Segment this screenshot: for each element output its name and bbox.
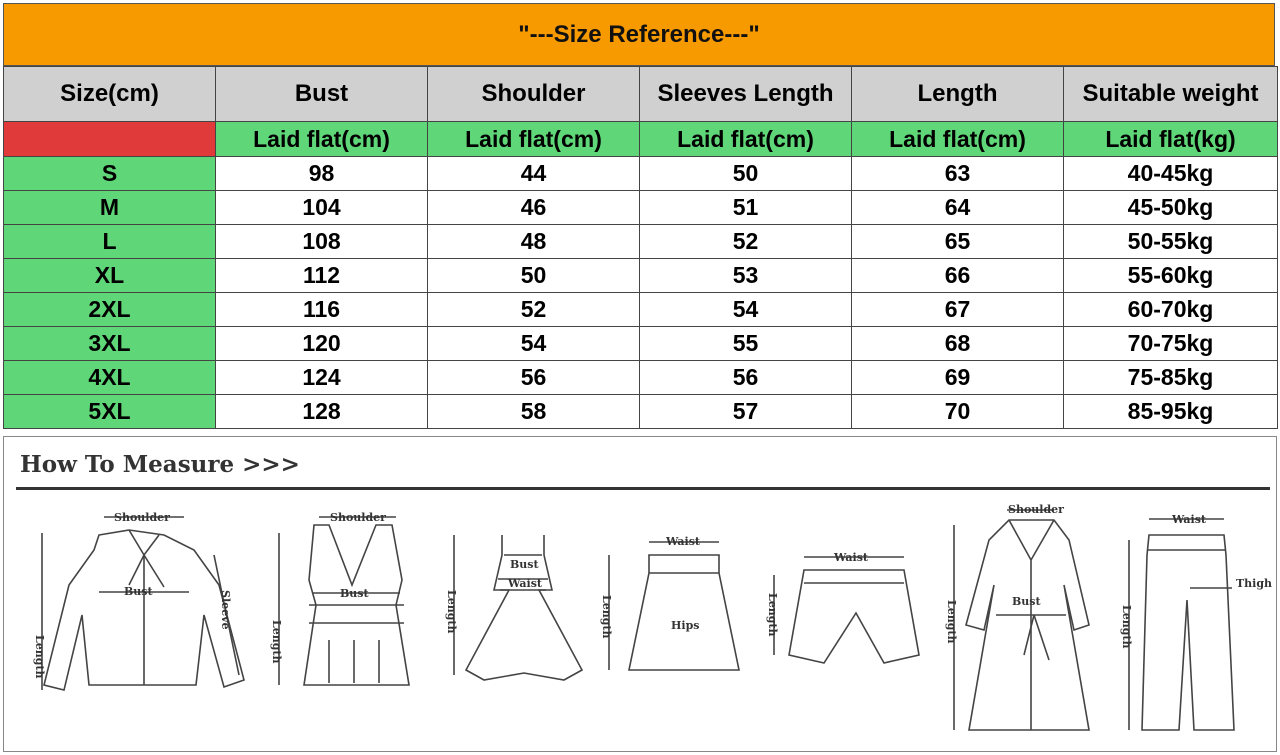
label-length: Length bbox=[445, 590, 458, 634]
table-cell: 50 bbox=[428, 259, 640, 293]
table-cell: 51 bbox=[640, 191, 852, 225]
table-cell: 46 bbox=[428, 191, 640, 225]
size-cell: 5XL bbox=[4, 395, 216, 429]
pants-diagram bbox=[1129, 519, 1234, 730]
label-waist: Waist bbox=[1172, 513, 1206, 526]
table-cell: 52 bbox=[640, 225, 852, 259]
header-row bbox=[4, 67, 1278, 122]
table-cell: 63 bbox=[852, 157, 1064, 191]
table-row bbox=[4, 293, 1278, 327]
header-cell: Suitable weight bbox=[1064, 67, 1278, 122]
label-bust: Bust bbox=[510, 558, 539, 571]
header-cell: Shoulder bbox=[428, 67, 640, 122]
label-shoulder: Shoulder bbox=[114, 511, 170, 524]
table-cell: 56 bbox=[640, 361, 852, 395]
divider bbox=[16, 487, 1270, 490]
label-waist: Waist bbox=[508, 577, 542, 590]
table-cell: 68 bbox=[852, 327, 1064, 361]
size-table bbox=[3, 66, 1278, 429]
subheader-cell: Laid flat(cm) bbox=[640, 122, 852, 157]
label-length: Length bbox=[1120, 605, 1133, 649]
table-cell: 54 bbox=[428, 327, 640, 361]
table-cell: 116 bbox=[216, 293, 428, 327]
table-row bbox=[4, 327, 1278, 361]
table-row bbox=[4, 157, 1278, 191]
table-cell: 40-45kg bbox=[1064, 157, 1278, 191]
coat-diagram bbox=[954, 510, 1089, 730]
table-cell: 57 bbox=[640, 395, 852, 429]
label-length: Length bbox=[33, 635, 46, 679]
subheader-cell: Laid flat(kg) bbox=[1064, 122, 1278, 157]
shirt-diagram bbox=[42, 517, 244, 690]
label-sleeve: Sleeve bbox=[219, 590, 232, 630]
label-bust: Bust bbox=[124, 585, 153, 598]
table-cell: 53 bbox=[640, 259, 852, 293]
table-row bbox=[4, 225, 1278, 259]
label-thigh: Thigh bbox=[1236, 577, 1273, 590]
table-cell: 44 bbox=[428, 157, 640, 191]
label-waist: Waist bbox=[834, 551, 868, 564]
table-cell: 124 bbox=[216, 361, 428, 395]
table-cell: 55 bbox=[640, 327, 852, 361]
size-cell: M bbox=[4, 191, 216, 225]
size-cell: XL bbox=[4, 259, 216, 293]
table-cell: 45-50kg bbox=[1064, 191, 1278, 225]
size-cell: L bbox=[4, 225, 216, 259]
subheader-row bbox=[4, 122, 1278, 157]
dress-diagram bbox=[454, 535, 582, 680]
table-cell: 64 bbox=[852, 191, 1064, 225]
label-bust: Bust bbox=[1012, 595, 1041, 608]
table-row bbox=[4, 361, 1278, 395]
subheader-cell: Laid flat(cm) bbox=[852, 122, 1064, 157]
shorts-diagram bbox=[774, 557, 919, 663]
table-cell: 52 bbox=[428, 293, 640, 327]
table-row bbox=[4, 259, 1278, 293]
size-cell: 2XL bbox=[4, 293, 216, 327]
table-cell: 108 bbox=[216, 225, 428, 259]
label-shoulder: Shoulder bbox=[330, 511, 386, 524]
tank-top-diagram bbox=[279, 517, 409, 685]
table-cell: 75-85kg bbox=[1064, 361, 1278, 395]
table-row bbox=[4, 191, 1278, 225]
size-cell: 3XL bbox=[4, 327, 216, 361]
label-bust: Bust bbox=[340, 587, 369, 600]
table-cell: 50-55kg bbox=[1064, 225, 1278, 259]
table-row bbox=[4, 395, 1278, 429]
table-cell: 70 bbox=[852, 395, 1064, 429]
table-cell: 67 bbox=[852, 293, 1064, 327]
subheader-cell bbox=[4, 122, 216, 157]
table-cell: 48 bbox=[428, 225, 640, 259]
garment-diagrams bbox=[4, 495, 1276, 751]
table-cell: 58 bbox=[428, 395, 640, 429]
label-length: Length bbox=[600, 595, 613, 639]
label-waist: Waist bbox=[666, 535, 700, 548]
label-shoulder: Shoulder bbox=[1008, 503, 1064, 516]
table-cell: 60-70kg bbox=[1064, 293, 1278, 327]
table-cell: 66 bbox=[852, 259, 1064, 293]
table-cell: 98 bbox=[216, 157, 428, 191]
how-to-measure-title: How To Measure >>> bbox=[20, 451, 300, 478]
table-cell: 65 bbox=[852, 225, 1064, 259]
label-length: Length bbox=[945, 600, 958, 644]
table-cell: 70-75kg bbox=[1064, 327, 1278, 361]
table-cell: 112 bbox=[216, 259, 428, 293]
header-cell: Size(cm) bbox=[4, 67, 216, 122]
chart-title: "---Size Reference---" bbox=[3, 3, 1275, 66]
table-cell: 54 bbox=[640, 293, 852, 327]
label-hips: Hips bbox=[671, 619, 700, 632]
label-length: Length bbox=[766, 593, 779, 637]
table-cell: 104 bbox=[216, 191, 428, 225]
table-cell: 50 bbox=[640, 157, 852, 191]
table-cell: 69 bbox=[852, 361, 1064, 395]
header-cell: Sleeves Length bbox=[640, 67, 852, 122]
table-cell: 120 bbox=[216, 327, 428, 361]
table-cell: 56 bbox=[428, 361, 640, 395]
label-length: Length bbox=[270, 620, 283, 664]
skirt-diagram bbox=[609, 542, 739, 670]
header-cell: Length bbox=[852, 67, 1064, 122]
how-to-measure-panel bbox=[3, 436, 1277, 752]
table-cell: 55-60kg bbox=[1064, 259, 1278, 293]
size-cell: 4XL bbox=[4, 361, 216, 395]
size-cell: S bbox=[4, 157, 216, 191]
table-cell: 85-95kg bbox=[1064, 395, 1278, 429]
measure-labels bbox=[33, 503, 1272, 679]
subheader-cell: Laid flat(cm) bbox=[428, 122, 640, 157]
table-cell: 128 bbox=[216, 395, 428, 429]
header-cell: Bust bbox=[216, 67, 428, 122]
subheader-cell: Laid flat(cm) bbox=[216, 122, 428, 157]
